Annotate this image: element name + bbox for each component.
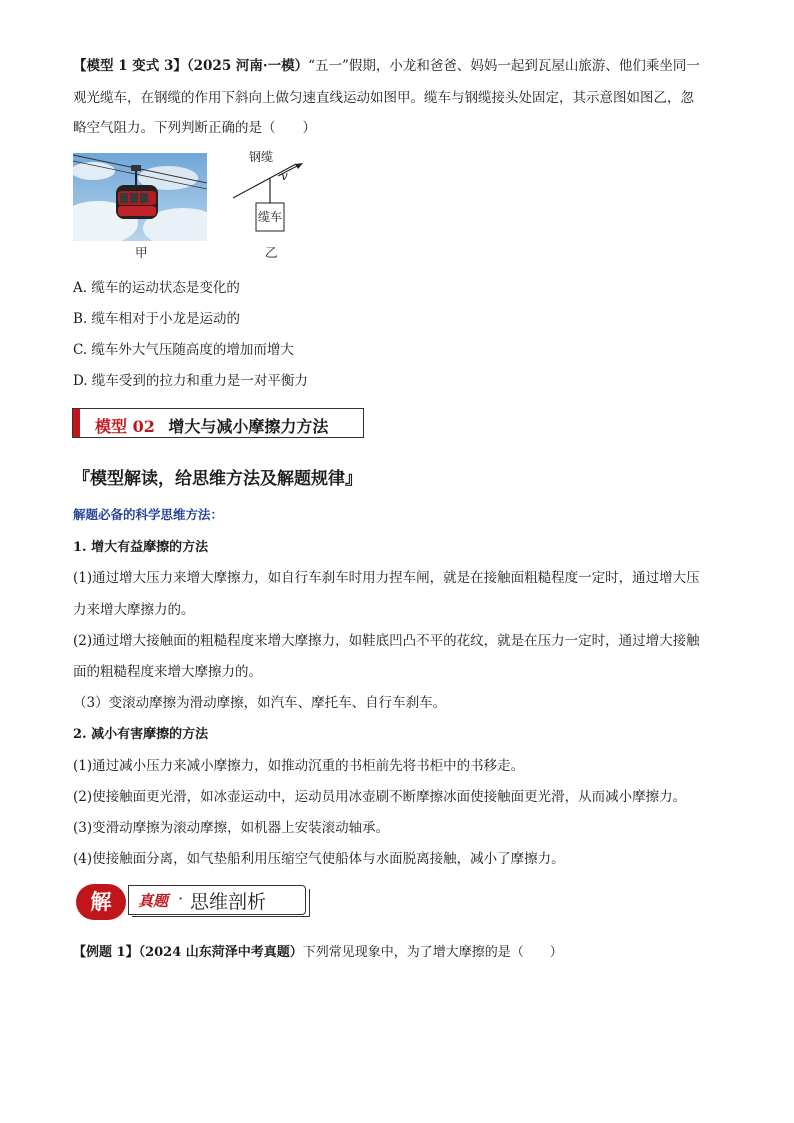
- banner-dot: ·: [178, 889, 184, 908]
- section-heading: 『模型解读，给思维方法及解题规律』: [73, 469, 362, 489]
- figure-yi-caption: 乙: [265, 245, 278, 260]
- option-c: C. 缆车外大气压随高度的增加而增大: [73, 342, 294, 358]
- part1-item2-line2: 面的粗糙程度来增大摩擦力的。: [73, 664, 262, 680]
- part2-item2: (2)使接触面更光滑，如冰壶运动中，运动员用冰壶刷不断摩擦冰面使接触面更光滑，从而减小摩擦力。: [73, 789, 687, 805]
- option-d: D. 缆车受到的拉力和重力是一对平衡力: [73, 373, 308, 389]
- example-1: [73, 941, 563, 960]
- part2-item3: (3)变滑动摩擦为滚动摩擦，如机器上安装滚动轴承。: [73, 820, 390, 836]
- option-a: A. 缆车的运动状态是变化的: [73, 280, 240, 296]
- question-line-2: 观光缆车，在钢缆的作用下斜向上做匀速直线运动如图甲。缆车与钢缆接头处固定，其示意图如图乙，忽: [73, 90, 694, 106]
- part1-item1-line1: (1)通过增大压力来增大摩擦力，如自行车刹车时用力捏车闸，就是在接触面粗糙程度一定时，通过增大压: [73, 570, 700, 586]
- option-b: B. 缆车相对于小龙是运动的: [73, 311, 241, 327]
- part1-heading: 1. 增大有益摩擦的方法: [73, 540, 209, 555]
- banner-label-1: 真题: [138, 892, 169, 910]
- car-label: 缆车: [258, 210, 283, 224]
- example-tag: 【例题 1】: [73, 945, 139, 960]
- method-title: 解题必备的科学思维方法：: [73, 507, 224, 522]
- cable-label: 钢缆: [249, 150, 274, 164]
- jie-badge: 解: [76, 884, 126, 920]
- model-heading-accent: [73, 409, 80, 437]
- question-source: （2025 河南·一模）: [186, 58, 309, 74]
- question-text-1: “五一”假期，小龙和爸爸、妈妈一起到瓦屋山旅游、他们乘坐同一: [308, 58, 700, 74]
- question-line-1: [73, 57, 700, 75]
- model-heading: [72, 408, 364, 438]
- part1-item2-line1: (2)通过增大接触面的粗糙程度来增大摩擦力，如鞋底凹凸不平的花纹，就是在压力一定时，通过增大接触: [73, 633, 700, 649]
- analysis-banner: [110, 885, 308, 917]
- question-tag: 【模型 1 变式 3】: [73, 58, 187, 74]
- velocity-label: v: [281, 169, 288, 183]
- part1-item3: （3）变滚动摩擦为滑动摩擦，如汽车、摩托车、自行车刹车。: [73, 695, 447, 711]
- question-line-3: 略空气阻力。下列判断正确的是（ ）: [73, 120, 316, 136]
- part1-item1-line2: 力来增大摩擦力的。: [73, 602, 195, 618]
- model-label: 模型 02: [95, 417, 155, 436]
- example-text: 下列常见现象中，为了增大摩擦的是（ ）: [302, 945, 563, 960]
- banner-label-2: 思维剖析: [190, 891, 267, 913]
- example-source: （2024 山东菏泽中考真题）: [138, 945, 303, 960]
- model-title: 增大与减小摩擦力方法: [168, 417, 329, 436]
- part2-item4: (4)使接触面分离，如气垫船利用压缩空气使船体与水面脱离接触，减小了摩擦力。: [73, 851, 565, 867]
- part2-heading: 2. 减小有害摩擦的方法: [73, 727, 209, 742]
- part2-item1: (1)通过减小压力来减小摩擦力，如推动沉重的书柜前先将书柜中的书移走。: [73, 758, 525, 774]
- cable-car-photo: [73, 153, 207, 241]
- figure-jia-caption: 甲: [135, 245, 148, 260]
